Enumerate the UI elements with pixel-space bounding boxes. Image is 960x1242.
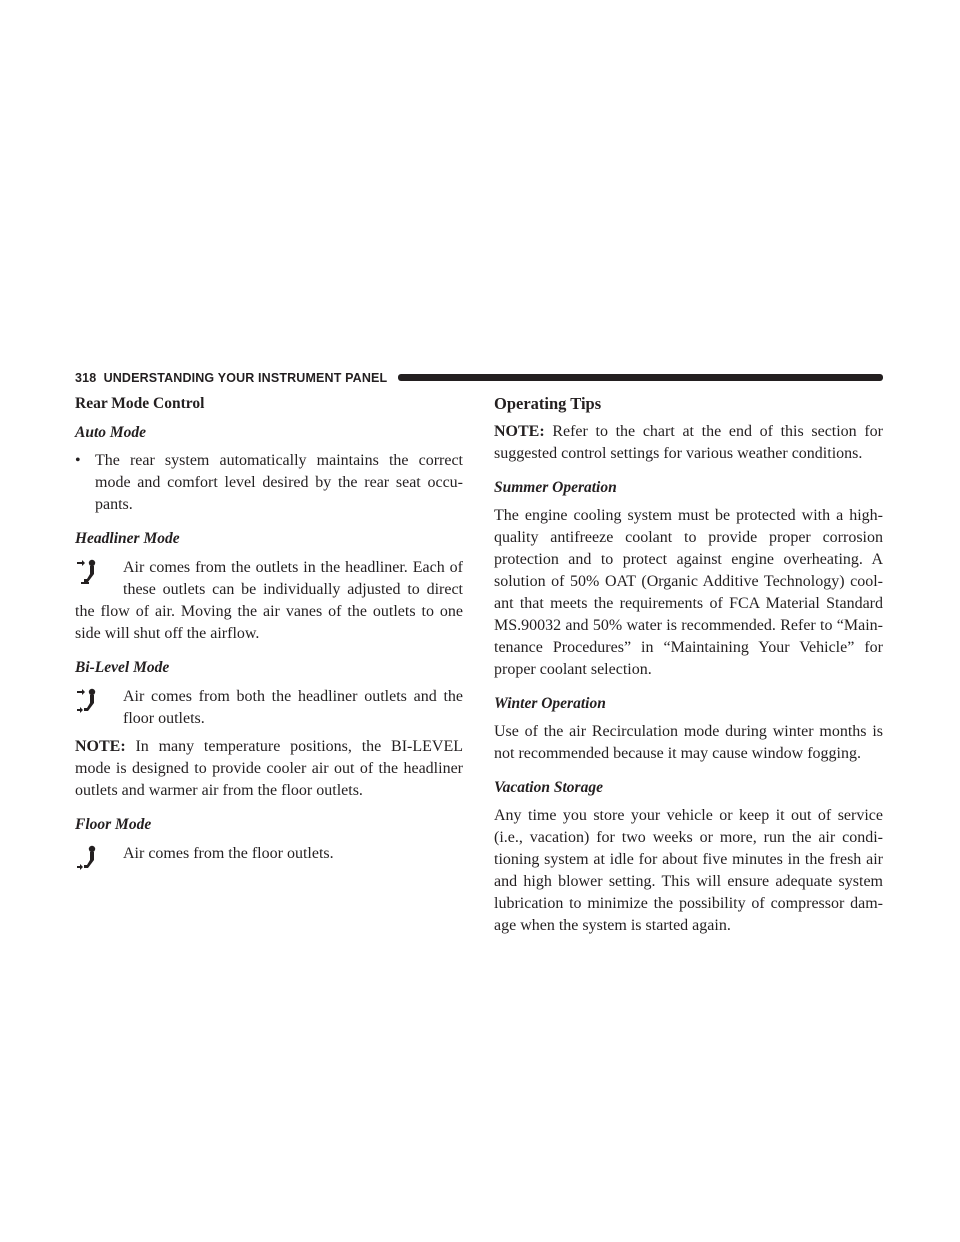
section-title: UNDERSTANDING YOUR INSTRUMENT PANEL xyxy=(103,371,388,385)
bi-level-mode-heading: Bi-Level Mode xyxy=(75,659,170,676)
floor-mode-paragraph xyxy=(75,843,463,865)
right-column xyxy=(494,393,883,937)
page-header-text xyxy=(75,370,387,386)
winter-operation-heading: Winter Operation xyxy=(494,695,606,712)
operating-tips-note-text: Refer to the chart at the end of this section for suggested control settings for various weather conditions. xyxy=(494,423,883,462)
page-header xyxy=(75,370,883,386)
bi-level-note xyxy=(75,736,463,802)
headliner-mode-icon xyxy=(75,557,123,601)
header-rule xyxy=(398,374,883,381)
summer-operation-text: The engine cooling system must be protected with a high-quality antifreeze coolant to provide proper corrosion protection and to protect against engine overheating. A solution of 50% OAT (Organic Additive Technology) cool- ant that meets the requirements of FCA Material Standard MS.90032 and 50% water is recommended. Refer to “Main- tenance Procedures” in “Maintaining Your Vehicle” for proper coolant selection. xyxy=(494,507,883,678)
page-number: 318 xyxy=(75,371,97,385)
vacation-storage-text: Any time you store your vehicle or keep it out of service (i.e., vacation) for two weeks or more, run the air condi- tioning system at idle for about five minutes in the fresh air and high blower setting. This will ensure adequate system lubrication to minimize the possibility of compressor dam- age when the system is started again. xyxy=(494,807,883,934)
bi-level-mode-paragraph xyxy=(75,686,463,730)
bi-level-note-text: In many temperature positions, the BI-LEVEL mode is designed to provide cooler air out of the headliner outlets and warmer air from the floor outlets. xyxy=(75,738,463,799)
note-label: NOTE: xyxy=(75,738,126,755)
vacation-storage-heading: Vacation Storage xyxy=(494,779,603,796)
auto-mode-text: The rear system automatically maintains the correct mode and comfort level desired by the rear seat occu- pants. xyxy=(95,452,463,513)
headliner-mode-text: Air comes from the outlets in the headliner. Each of these outlets can be individually adjusted to direct the flow of air. Moving the air vanes of the outlets to one side will shut off the airflow. xyxy=(75,559,463,642)
auto-mode-bullet xyxy=(75,450,463,516)
summer-operation-heading: Summer Operation xyxy=(494,479,617,496)
rear-mode-control-heading: Rear Mode Control xyxy=(75,395,205,412)
operating-tips-note xyxy=(494,421,883,465)
winter-operation-text: Use of the air Recirculation mode during winter months is not recommended because it may cause window fogging. xyxy=(494,723,883,762)
note-label: NOTE: xyxy=(494,423,545,440)
floor-mode-heading: Floor Mode xyxy=(75,816,152,833)
floor-mode-text: Air comes from the floor outlets. xyxy=(123,845,334,862)
bi-level-mode-icon xyxy=(75,686,123,730)
bullet-icon: • xyxy=(75,452,81,469)
headliner-mode-paragraph xyxy=(75,557,463,645)
operating-tips-heading: Operating Tips xyxy=(494,394,602,413)
auto-mode-heading: Auto Mode xyxy=(75,424,147,441)
floor-mode-icon xyxy=(75,843,123,887)
left-column xyxy=(75,393,463,887)
headliner-mode-heading: Headliner Mode xyxy=(75,530,180,547)
bi-level-mode-text: Air comes from both the headliner outlets and the floor outlets. xyxy=(123,688,463,727)
